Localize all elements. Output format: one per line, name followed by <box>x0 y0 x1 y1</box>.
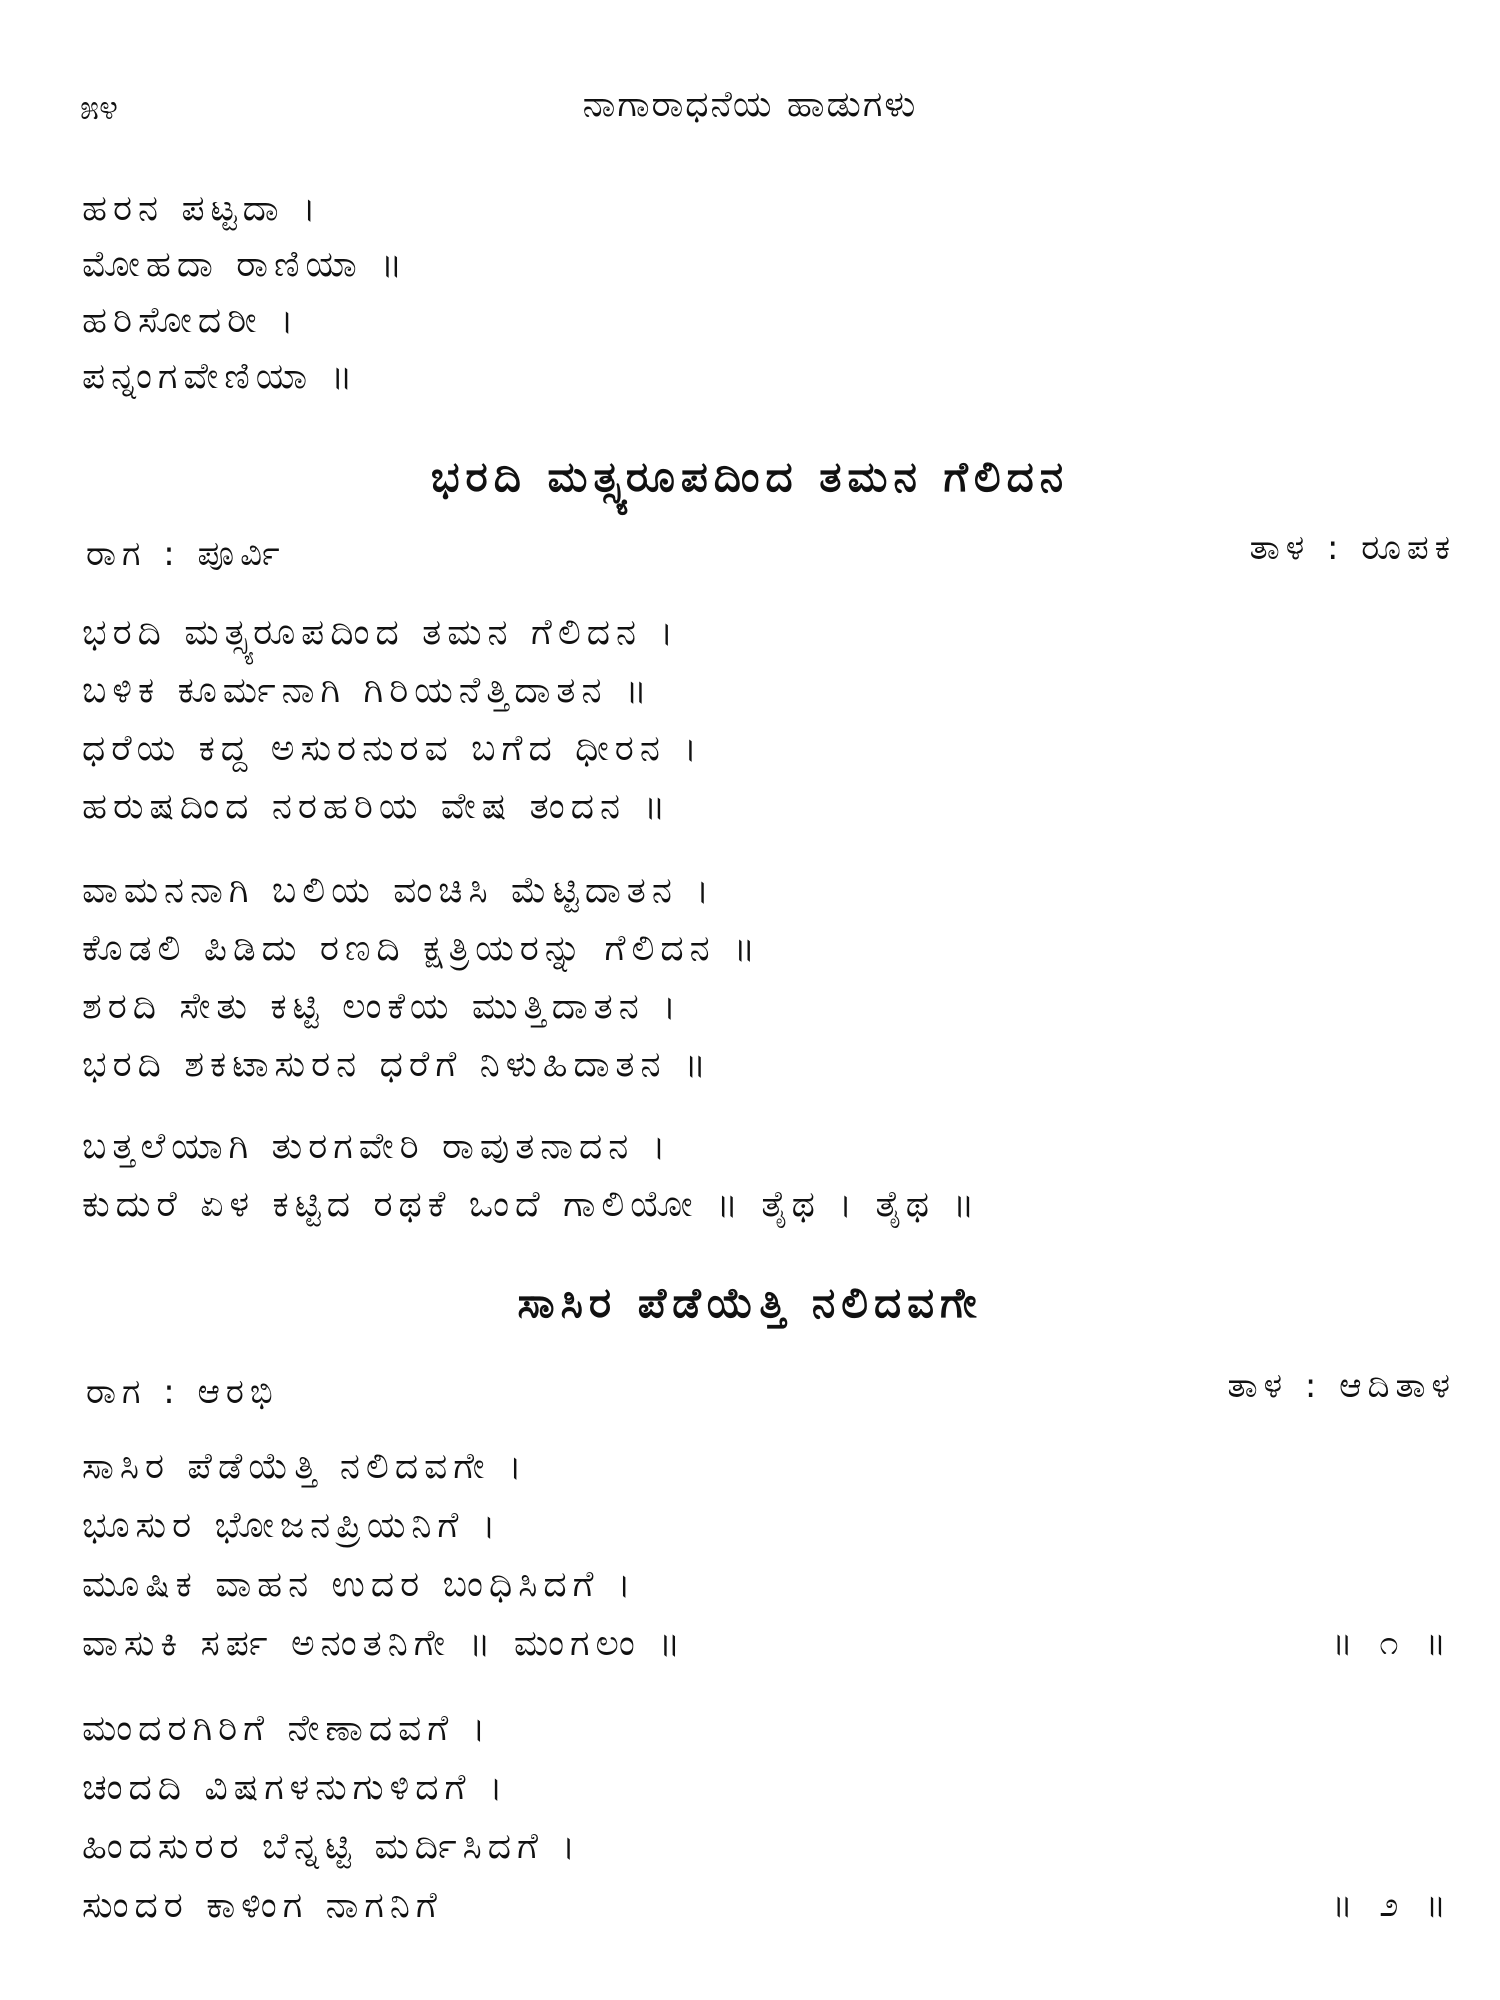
verse-line: ವಾಸುಕಿ ಸರ್ಪ ಅನಂತನಿಗೇ ॥ ಮಂಗಲಂ ॥ <box>82 1623 687 1664</box>
song-title: ಸಾಸಿರ ಪೆಡೆಯೆತ್ತಿ ನಲಿದವಗೇ <box>517 1278 983 1327</box>
tala-label: ತಾಳ : ಆದಿತಾಳ <box>1227 1366 1456 1406</box>
stanza <box>82 612 703 844</box>
verse-line: ಮಂದರಗಿರಿಗೆ ನೇಣಾದವಗೆ । <box>82 1708 492 1749</box>
verse-line: ಸಾಸಿರ ಪೆಡೆಯೆತ್ತಿ ನಲಿದವಗೇ । <box>82 1446 528 1487</box>
verse-line: ಹರಿಸೋದರೀ । <box>82 300 300 341</box>
song-title: ಭರದಿ ಮತ್ಸ್ಯರೂಪದಿಂದ ತಮನ ಗೆಲಿದನ <box>430 452 1070 501</box>
verse-line: ಭೂಸುರ ಭೋಜನಪ್ರಿಯನಿಗೆ । <box>82 1505 502 1546</box>
stanza-number: ॥ ೨ ॥ <box>1331 1885 1454 1925</box>
running-header-title: ನಾಗಾರಾಧನೆಯ ಹಾಡುಗಳು <box>582 84 918 125</box>
verse-line: ಬತ್ತಲೆಯಾಗಿ ತುರಗವೇರಿ ರಾವುತನಾದನ । <box>82 1126 672 1167</box>
tala-label: ತಾಳ : ರೂಪಕ <box>1249 528 1456 568</box>
stanza-number: ॥ ೧ ॥ <box>1331 1623 1454 1663</box>
verse-line: ಭರದಿ ಮತ್ಸ್ಯರೂಪದಿಂದ ತಮನ ಗೆಲಿದನ । <box>82 612 680 653</box>
verse-line: ಮೂಷಿಕ ವಾಹನ ಉದರ ಬಂಧಿಸಿದಗೆ । <box>82 1564 637 1605</box>
page-number: ೫೪ <box>80 88 119 128</box>
verse-line: ಹರನ ಪಟ್ಟದಾ । <box>82 188 322 229</box>
stanza <box>82 1126 980 1242</box>
stanza <box>82 1446 686 1682</box>
raga-label: ರಾಗ : ಪೂರ್ವಿ <box>86 534 286 574</box>
stanza <box>82 1708 581 1944</box>
verse-line: ವಾಮನನಾಗಿ ಬಲಿಯ ವಂಚಿಸಿ ಮೆಟ್ಟಿದಾತನ । <box>82 870 716 911</box>
raga-label: ರಾಗ : ಆರಭಿ <box>86 1372 279 1412</box>
stanza <box>82 870 761 1102</box>
verse-line: ಕೊಡಲಿ ಪಿಡಿದು ರಣದಿ ಕ್ಷತ್ರಿಯರನ್ನು ಗೆಲಿದನ ॥ <box>82 928 762 969</box>
verse-line: ಸುಂದರ ಕಾಳಿಂಗ ನಾಗನಿಗೆ <box>82 1885 443 1926</box>
verse-line: ಹಿಂದಸುರರ ಬೆನ್ನಟ್ಟಿ ಮರ್ದಿಸಿದಗೆ । <box>82 1826 582 1867</box>
verse-line: ಮೋಹದಾ ರಾಣಿಯಾ ॥ <box>82 244 409 285</box>
verse-line: ಹರುಷದಿಂದ ನರಹರಿಯ ವೇಷ ತಂದನ ॥ <box>82 786 672 827</box>
verse-line: ಬಳಿಕ ಕೂರ್ಮನಾಗಿ ಗಿರಿಯನೆತ್ತಿದಾತನ ॥ <box>82 670 653 711</box>
verse-line: ಪನ್ನಂಗವೇಣಿಯಾ ॥ <box>82 356 359 397</box>
verse-line: ಚಂದದಿ ವಿಷಗಳನುಗುಳಿದಗೆ । <box>82 1767 509 1808</box>
intro-stanza <box>82 188 408 412</box>
verse-line: ಭರದಿ ಶಕಟಾಸುರನ ಧರೆಗೆ ನಿಳುಹಿದಾತನ ॥ <box>82 1044 712 1085</box>
verse-line: ಶರದಿ ಸೇತು ಕಟ್ಟಿ ಲಂಕೆಯ ಮುತ್ತಿದಾತನ । <box>82 986 682 1027</box>
verse-line: ಕುದುರೆ ಏಳ ಕಟ್ಟಿದ ರಥಕೆ ಒಂದೆ ಗಾಲಿಯೋ ॥ ತೈಥ । ತೈಥ ॥ <box>82 1184 981 1225</box>
verse-line: ಧರೆಯ ಕದ್ದ ಅಸುರನುರವ ಬಗೆದ ಧೀರನ । <box>82 728 703 769</box>
